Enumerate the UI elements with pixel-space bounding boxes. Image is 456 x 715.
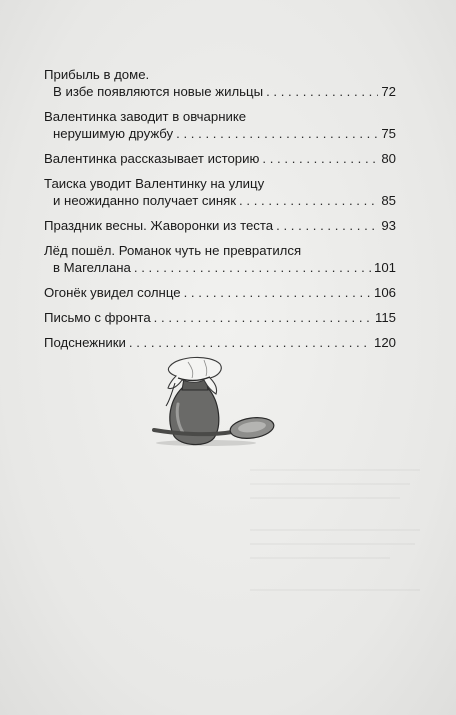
- dot-leader: [134, 259, 371, 276]
- toc-entry-title-line: Подснежники: [44, 335, 126, 350]
- toc-entry: [44, 217, 396, 234]
- toc-entry: [44, 150, 396, 167]
- toc-entry-title-line: и неожиданно получает синяк: [53, 193, 237, 208]
- show-through-lines: [250, 460, 430, 610]
- toc-page-number: 120: [373, 335, 396, 350]
- toc-entry-title-line: в Магеллана: [53, 260, 131, 275]
- toc-entry-title-line: Валентинка заводит в овчарнике: [44, 109, 247, 124]
- dot-leader: [276, 217, 378, 234]
- dot-leader: [176, 125, 378, 142]
- dot-leader: [262, 150, 378, 167]
- toc-entry-title-line: Письмо с фронта: [44, 310, 151, 325]
- toc-entry: [44, 242, 396, 276]
- jug-illustration-svg: [148, 348, 278, 454]
- toc-entry: [44, 309, 396, 326]
- table-of-contents: [44, 66, 396, 359]
- toc-entry-title-line: Праздник весны. Жаворонки из теста: [44, 218, 274, 233]
- toc-page-number: 75: [381, 126, 396, 141]
- toc-entry-title-line: Валентинка рассказывает историю: [44, 151, 260, 166]
- toc-page-number: 106: [373, 285, 396, 300]
- toc-entry-title-line: Таиска уводит Валентинку на улицу: [44, 176, 265, 191]
- toc-entry-title-line: Лёд пошёл. Романок чуть не превратился: [44, 243, 302, 258]
- toc-entry-title-line: Огонёк увидел солнце: [44, 285, 181, 300]
- clay-jug-and-wooden-spoon-icon: [148, 348, 278, 454]
- dot-leader: [184, 284, 371, 301]
- toc-entry: [44, 108, 396, 142]
- toc-entry-title-line: В избе появляются новые жильцы: [53, 84, 264, 99]
- toc-page-number: 93: [381, 218, 396, 233]
- dot-leader: [154, 309, 372, 326]
- toc-entry-title-line: нерушимую дружбу: [53, 126, 174, 141]
- toc-page-number: 101: [373, 260, 396, 275]
- dot-leader: [266, 83, 378, 100]
- toc-entry: [44, 66, 396, 100]
- toc-page-number: 80: [381, 151, 396, 166]
- reverse-side-show-through: [250, 460, 430, 610]
- toc-page-number: 115: [374, 310, 396, 325]
- dot-leader: [239, 192, 378, 209]
- toc-entry: [44, 175, 396, 209]
- toc-page-number: 72: [381, 84, 396, 99]
- toc-page-number: 85: [381, 193, 396, 208]
- toc-entry-title-line: Прибыль в доме.: [44, 67, 150, 82]
- toc-entry: [44, 284, 396, 301]
